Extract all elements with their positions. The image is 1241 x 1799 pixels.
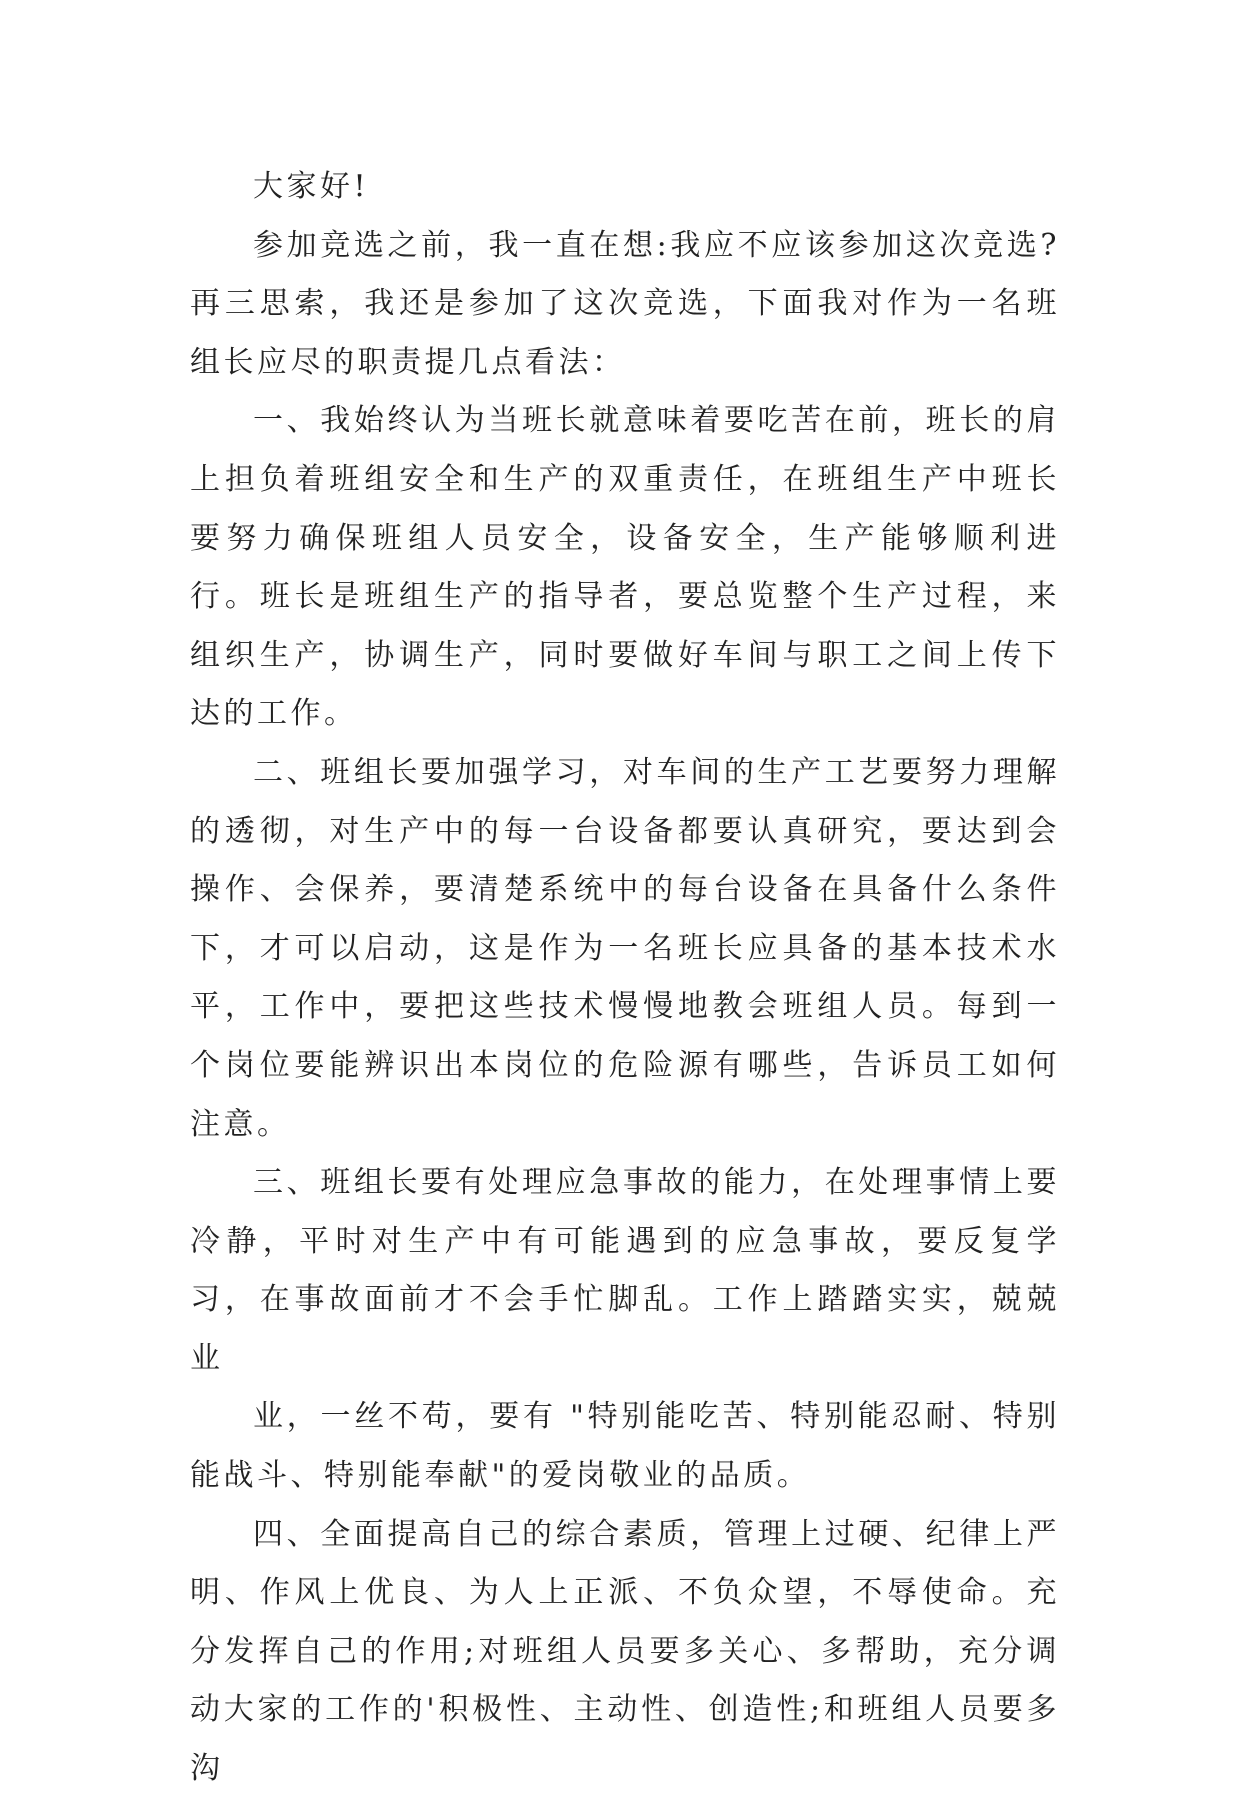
paragraph-point-4: 四、全面提高自己的综合素质，管理上过硬、纪律上严明、作风上优良、为人上正派、不负众望，不辱使命。充分发挥自己的作用;对班组人员要多关心、多帮助，充分调动大家的工作的'积极性、主动性、创造性;和班组人员要多沟 — [190, 1516, 1060, 1787]
paragraph-intro: 参加竞选之前，我一直在想:我应不应该参加这次竞选?再三思索，我还是参加了这次竞选，下面我对作为一名班组长应尽的职责提几点看法： — [190, 227, 1060, 380]
paragraph-point-3: 三、班组长要有处理应急事故的能力，在处理事情上要冷静，平时对生产中有可能遇到的应急事故，要反复学习，在事故面前才不会手忙脚乱。工作上踏踏实实，兢兢业 — [190, 1165, 1060, 1376]
paragraph-point-3-continued: 业，一丝不苟，要有 "特别能吃苦、特别能忍耐、特别能战斗、特别能奉献"的爱岗敬业的品质。 — [190, 1399, 1060, 1494]
paragraph-greeting: 大家好! — [253, 169, 370, 204]
paragraph-point-2: 二、班组长要加强学习，对车间的生产工艺要努力理解的透彻，对生产中的每一台设备都要认真研究，要达到会操作、会保养，要清楚系统中的每台设备在具备什么条件下，才可以启动，这是作为一名班长应具备的基本技术水平，工作中，要把这些技术慢慢地教会班组人员。每到一个岗位要能辨识出本岗位的危险源有哪些，告诉员工如何注意。 — [190, 754, 1060, 1142]
paragraph-point-1: 一、我始终认为当班长就意味着要吃苦在前，班长的肩上担负着班组安全和生产的双重责任，在班组生产中班长要努力确保班组人员安全，设备安全，生产能够顺利进行。班长是班组生产的指导者，要总览整个生产过程，来组织生产，协调生产，同时要做好车间与职工之间上传下达的工作。 — [190, 403, 1060, 732]
document-body — [190, 158, 1060, 1799]
